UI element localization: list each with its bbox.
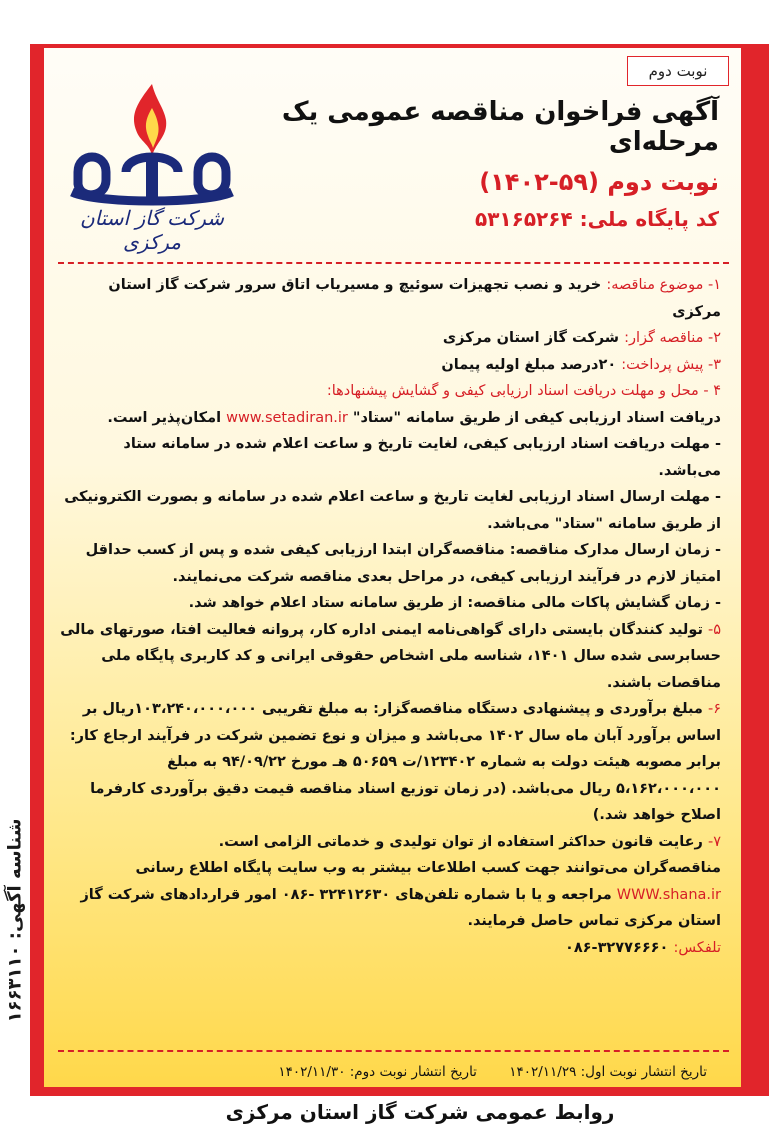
item-law [58,829,721,856]
item-text: مبلغ برآوردی و پیشنهادی دستگاه مناقصه‌گزار: به مبلغ تقریبی ۱۰۳،۲۴۰،۰۰۰،۰۰۰ریال بر اساس برآورد آبان ماه سال ۱۴۰۲ می‌باشد و میزان و نوع تضمین شرکت در فرآیند ارجاع کار: برابر مصوبه هیئت دولت به شماره ۱۲۳۴۰۲/ت ۵۰۶۵۹ هـ مورخ ۹۴/۰۹/۲۲ به مبلغ ۵،۱۶۲،۰۰۰،۰۰۰ ریال می‌باشد. (در زمان توزیع اسناد مناقصه قیمت دقیق برآوردی کارفرما اصلاح خواهد شد.) [69,701,721,823]
item-label: ۳- پیش پرداخت: [621,356,721,373]
item-text: شرکت گاز استان مرکزی [442,330,625,346]
setadiran-link[interactable]: www.setadiran.ir [226,409,348,426]
item-text: تولید کنندگان بایستی دارای گواهی‌نامه ایمنی اداره کار، پروانه فعالیت افتا، صورتهای مالی حسابرسی شده سال ۱۴۰۱، شناسه ملی اشخاص حقوقی ایرانی و کد کاربری پایگاه ملی مناقصات باشند. [60,621,721,691]
item-label: ۷- [707,833,721,850]
first-publish-date: تاریخ انتشار نوبت اول: ۱۴۰۲/۱۱/۲۹ [509,1064,707,1080]
ad-title: آگهی فراخوان مناقصه عمومی یک مرحله‌ای [281,97,719,157]
footer-public-relations: روابط عمومی شرکت گاز استان مرکزی [225,1100,615,1124]
item-label: ۶- [707,701,721,717]
item-deadline-receive: - مهلت دریافت اسناد ارزیابی کیفی، لغایت تاریخ و ساعت اعلام شده در سامانه ستاد می‌باشد. [123,436,721,479]
ad-id: شناسه آگهی: ۱۶۶۳۱۱۰ [4,818,26,1022]
fax-number: ۳۲۷۷۶۶۶۰-۰۸۶ [564,939,669,956]
item-text: دریافت اسناد ارزیابی کیفی از طریق سامانه "ستاد" [347,409,721,426]
contact-info [58,855,721,935]
item-text: خرید و نصب تجهیزات سوئیچ و مسیریاب اتاق سرور شرکت گاز استان مرکزی [108,277,721,320]
item-requirements [58,617,721,697]
item-text: مناقصه‌گران می‌توانند جهت کسب اطلاعات بیشتر به وب سایت پایگاه اطلاع رسانی [135,860,721,876]
item-text: رعایت قانون حداکثر استفاده از توان تولیدی و خدماتی الزامی است. [218,833,708,850]
item-text: ۲۰درصد مبلغ اولیه پیمان [441,356,617,373]
item-documents [58,405,721,432]
item-submission-time: - زمان ارسال مدارک مناقصه: مناقصه‌گران ابتدا ارزیابی کیفی شده و پس از کسب حداقل امتیاز لازم در فرآیند ارزیابی کیفی، در مراحل بعدی مناقصه شرکت می‌نمایند. [85,542,721,585]
round-badge: نوبت دوم [627,56,729,86]
logo-caption: شرکت گاز استان مرکزی [79,206,225,254]
shana-link[interactable]: WWW.shana.ir [616,886,721,903]
ad-id-strip [0,750,30,1090]
second-publish-date: تاریخ انتشار نوبت دوم: ۱۴۰۲/۱۱/۳۰ [278,1064,477,1080]
item-label: ۲- مناقصه گزار: [624,330,721,346]
ad-body [58,272,721,961]
item-opening-time: - زمان گشایش پاکات مالی مناقصه: از طریق سامانه ستاد اعلام خواهد شد. [188,595,721,611]
fax-line [58,935,721,962]
bottom-divider [58,1050,729,1052]
item-text: امکان‌پذیر است. [107,409,227,426]
fax-label: تلفکس: [673,939,721,956]
publish-dates [87,1064,707,1080]
item-estimate [58,696,721,829]
item-text: مراجعه و یا با شماره تلفن‌های ۳۲۴۱۲۶۳۰ -۰۸۶ امور قراردادهای شرکت گاز استان مرکزی تماس حاصل فرمایند. [80,886,721,929]
item-tenderer [58,325,721,352]
top-divider [58,262,729,264]
round-number: نوبت دوم (۵۹-۱۴۰۲) [479,168,719,196]
item-deadline-send: - مهلت ارسال اسناد ارزیابی لغایت تاریخ و ساعت اعلام شده در سامانه و بصورت الکترونیکی از طریق سامانه "ستاد" می‌باشد. [64,489,721,532]
national-db-code: کد پایگاه ملی: ۵۳۱۶۵۲۶۴ [475,207,719,231]
item-subject [58,272,721,325]
item-location-heading [58,378,721,405]
item-label: ۱- موضوع مناقصه: [606,277,721,293]
item-label: ۴ - محل و مهلت دریافت اسناد ارزیابی کیفی و گشایش پیشنهادها: [326,383,721,399]
item-prepayment [58,352,721,379]
item-label: ۵- [707,621,721,638]
